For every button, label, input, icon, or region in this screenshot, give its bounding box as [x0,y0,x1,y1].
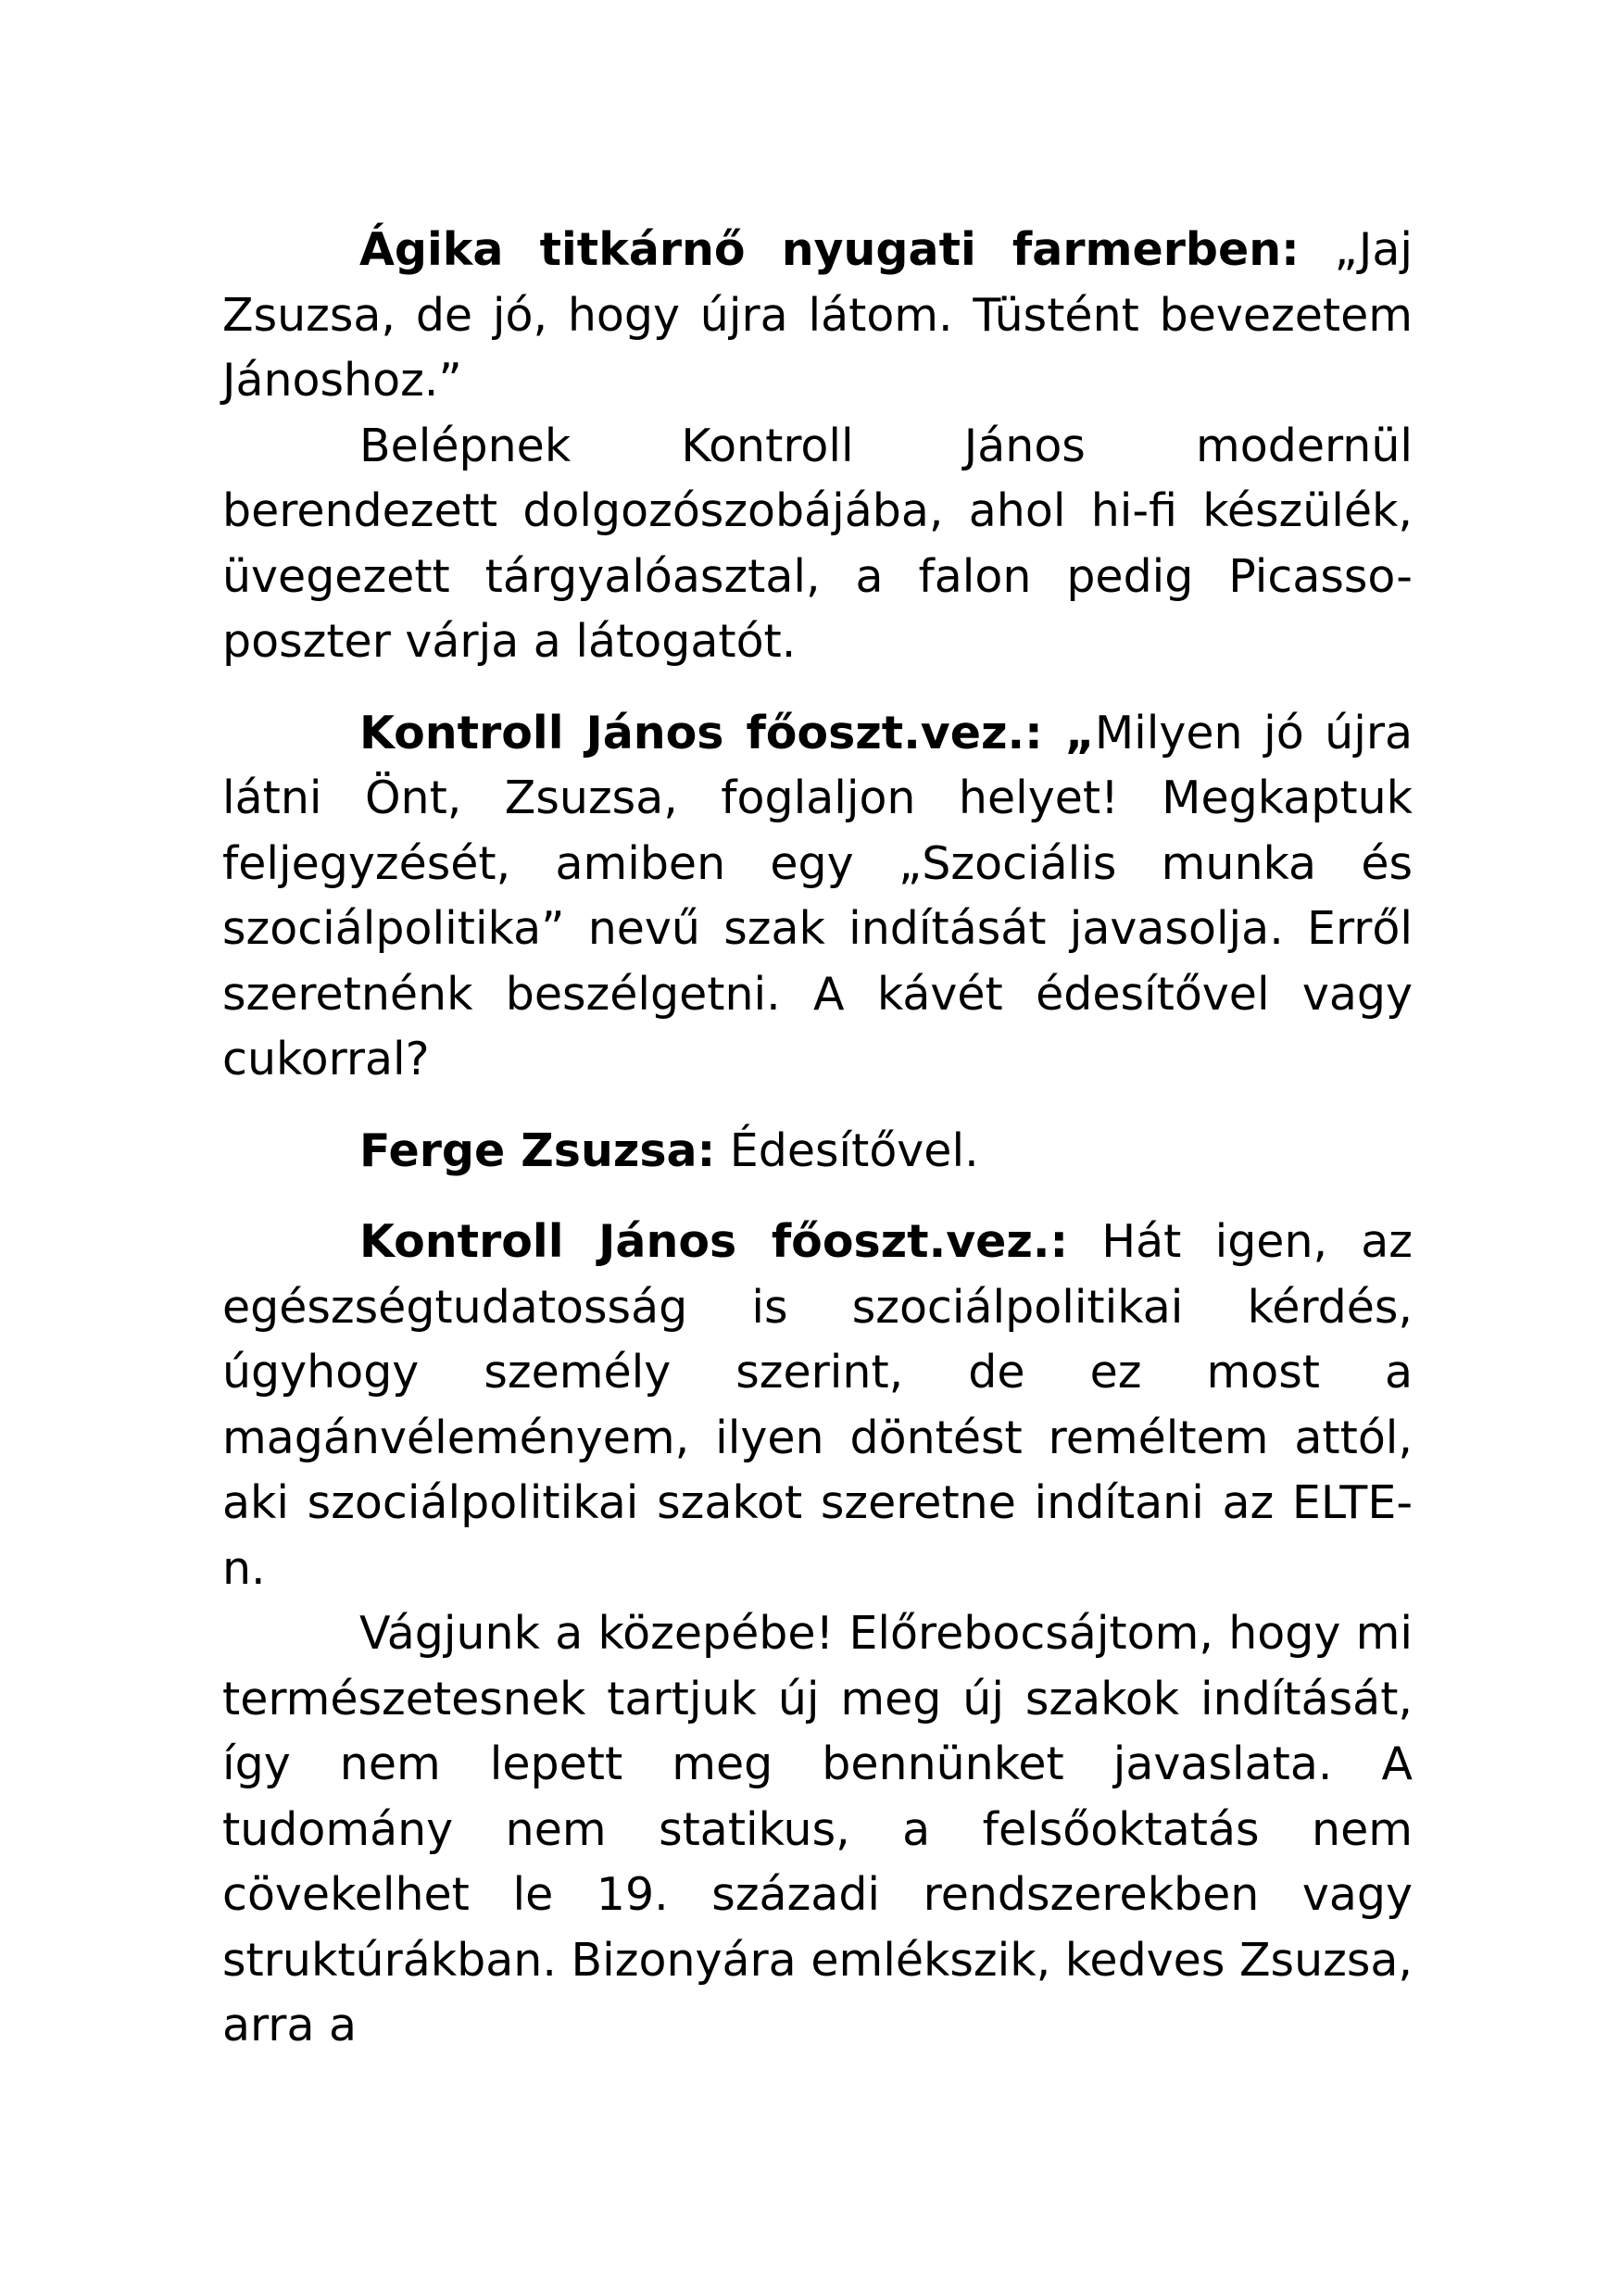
paragraph-text: „Jaj Zsuzsa, de jó, hogy újra látom. Tüstént bevezetem Jánoshoz.” [222,223,1413,407]
paragraph-ferge [222,1119,1413,1185]
paragraph-text: Milyen jó újra látni Önt, Zsuzsa, foglaljon helyet! Megkaptuk feljegyzését, amiben egy „Szociális munka és szociálpolitika” nevű szak indítását javasolja. Erről szeretnénk beszélgetni. A kávét édesítővel vagy cukorral? [222,706,1413,1085]
paragraph-text: Édesítővel. [715,1123,979,1177]
paragraph-stage-direction [222,414,1413,675]
paragraph-kontroll-2 [222,1210,1413,1601]
paragraph-text: Vágjunk a közepébe! Előrebocsájtom, hogy mi természetesnek tartjuk új meg új szakok indítását, így nem lepett meg bennünket javaslata. A tudomány nem statikus, a felsőoktatás nem cövekelhet le 19. századi rendszerekben vagy struktúrákban. Bizonyára emlékszik, kedves Zsuzsa, arra a [222,1607,1413,2051]
speaker-name: Ferge Zsuzsa: [359,1123,716,1177]
paragraph-text: Hát igen, az egészségtudatosság is szociálpolitikai kérdés, úgyhogy személy szerint, de ez most a magánvéleményem, ilyen döntést reméltem attól, aki szociálpolitikai szakot szeretne indítani az ELTE-n. [222,1215,1413,1595]
paragraph-kontroll-1 [222,701,1413,1093]
paragraph-agika [222,218,1413,414]
speaker-name: Ágika titkárnő nyugati farmerben: [359,223,1300,276]
paragraph-kontroll-3 [222,1601,1413,2059]
speaker-name: Kontroll János főoszt.vez.: [359,1215,1069,1268]
paragraph-text: Belépnek Kontroll János modernül berendezett dolgozószobájába, ahol hi-fi készülék, üvegezett tárgyalóasztal, a falon pedig Picasso-poszter várja a látogatót. [222,419,1413,668]
speaker-name: Kontroll János főoszt.vez.: „ [359,706,1095,759]
document-body [222,218,1413,2059]
